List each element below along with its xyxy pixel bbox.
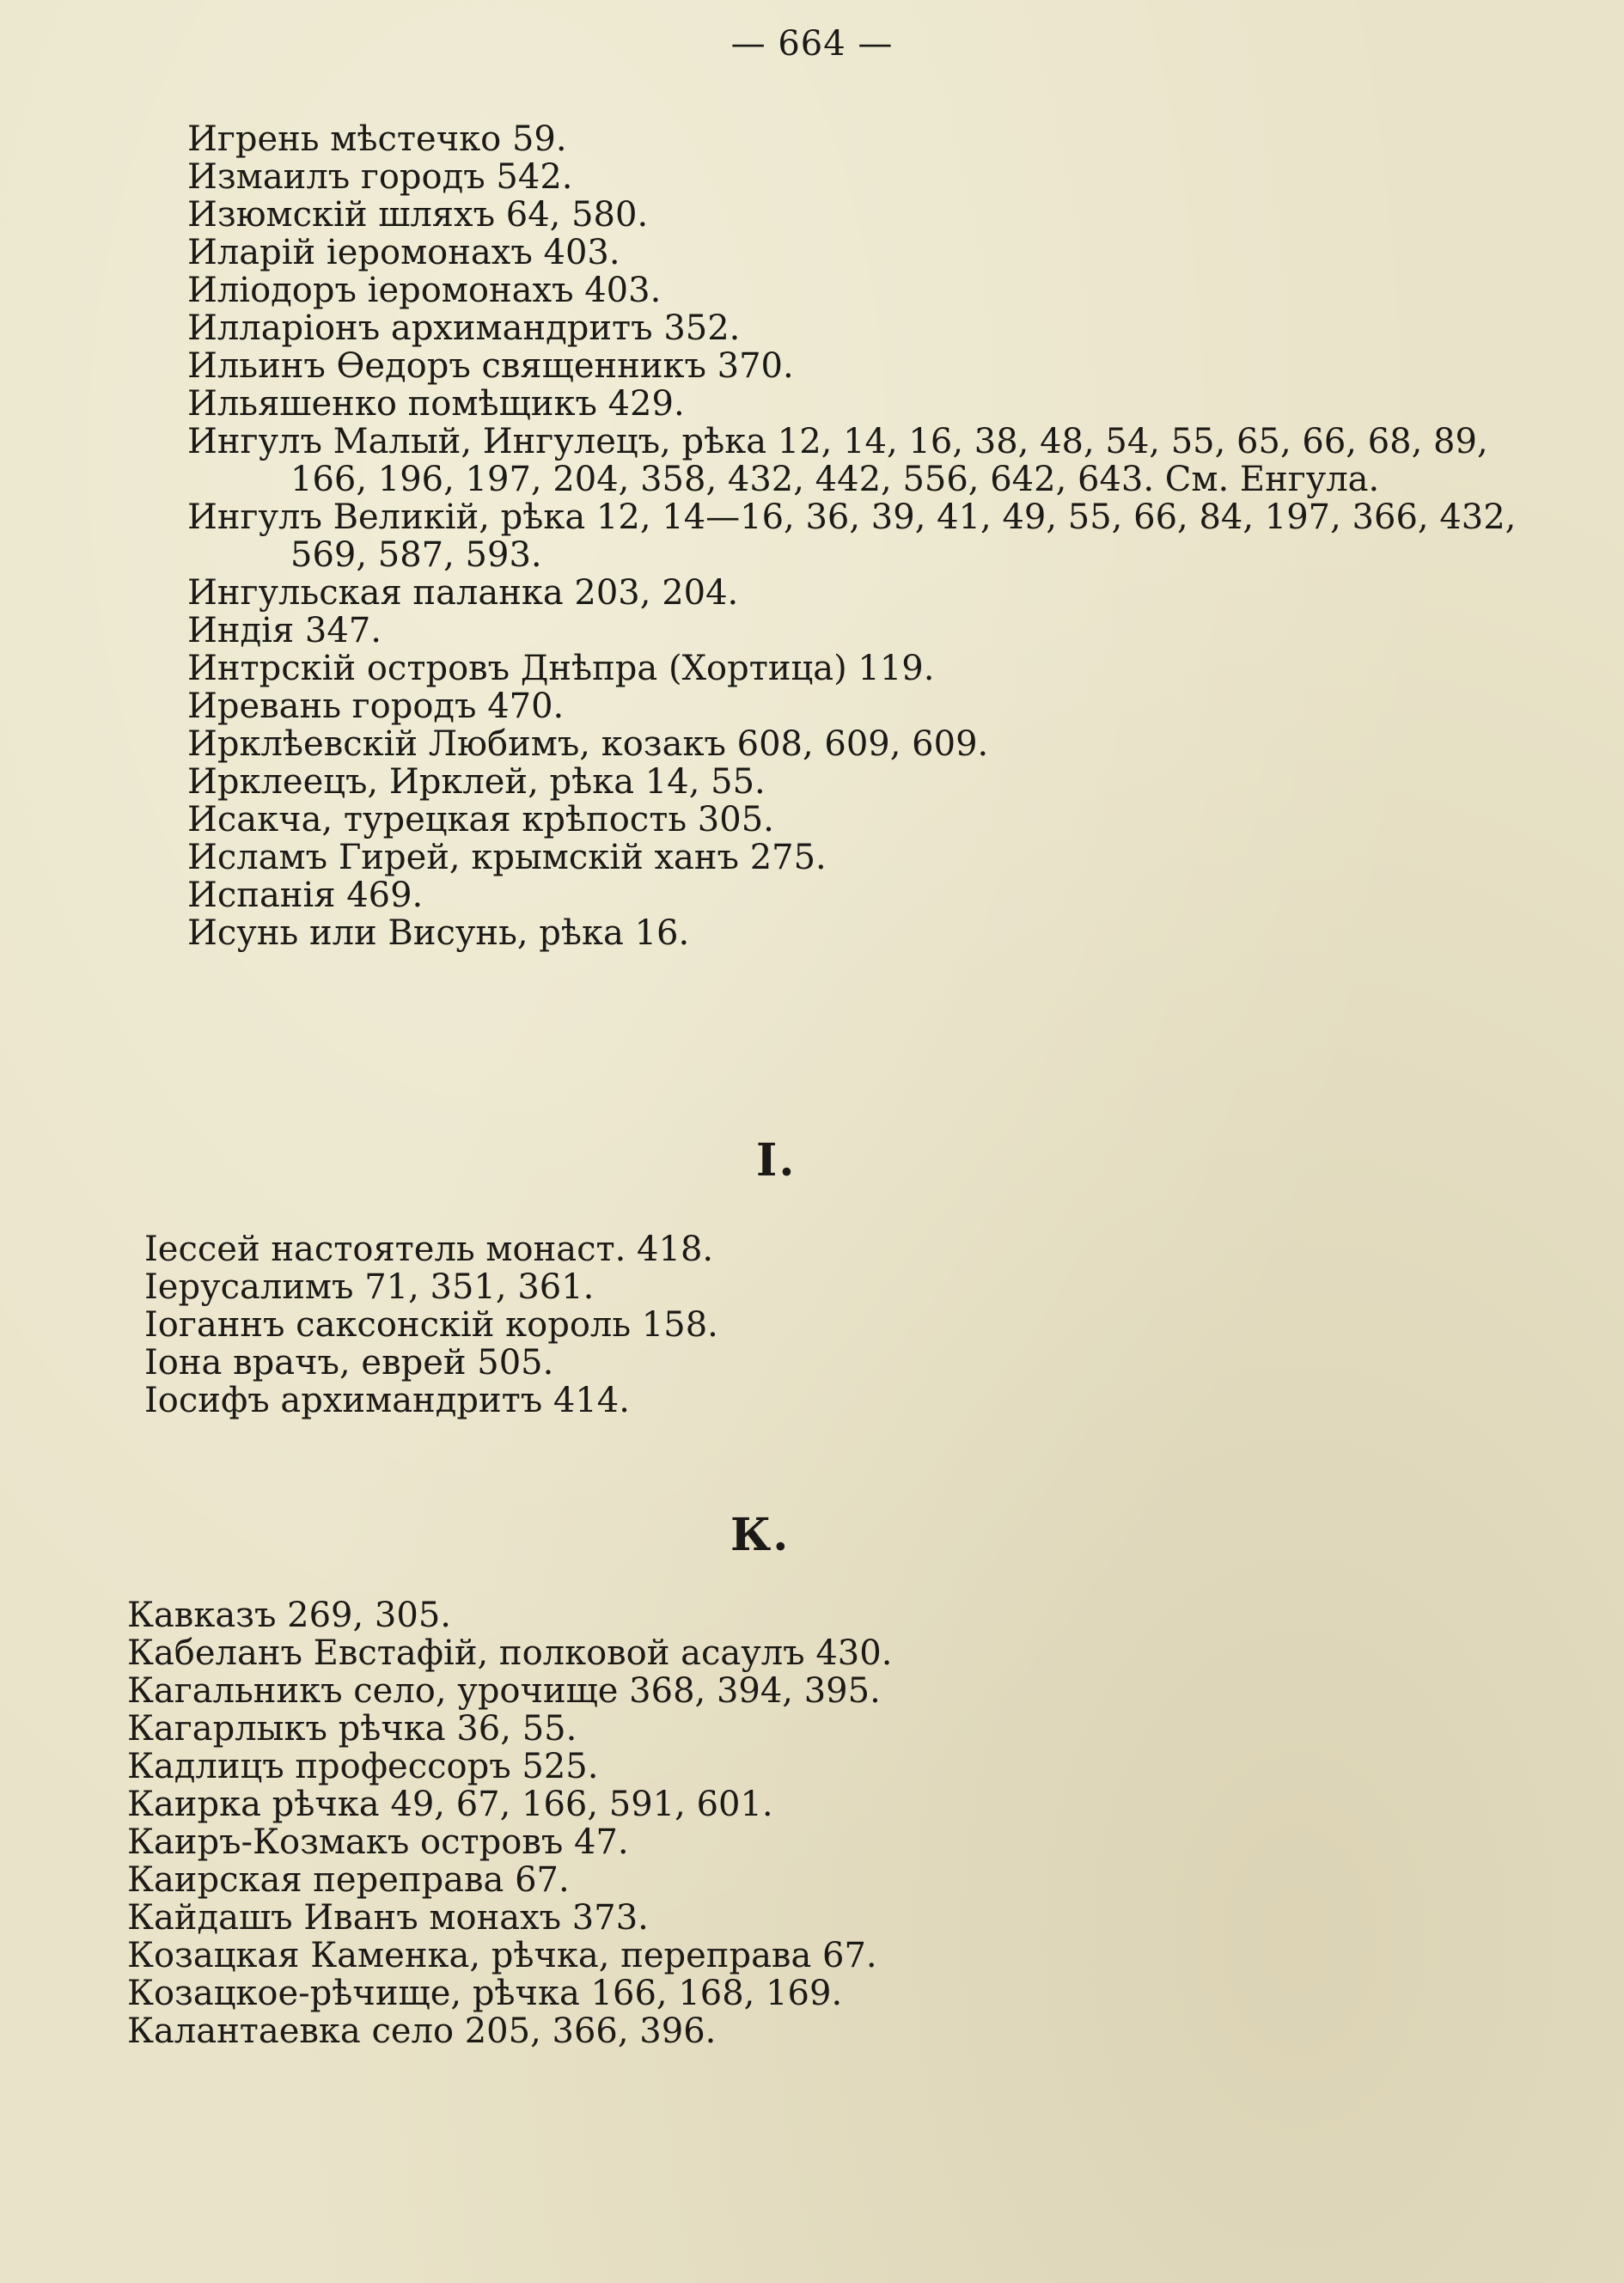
index-entry: Кавказъ 269, 305. <box>127 1596 451 1635</box>
index-entry: Іосифъ архимандритъ 414. <box>144 1381 630 1420</box>
index-entry: Кайдашъ Иванъ монахъ 373. <box>127 1898 649 1938</box>
index-entry: Исакча, турецкая крѣпость 305. <box>187 800 774 839</box>
index-section-k <box>127 1596 1459 2050</box>
index-entry: Ингульская паланка 203, 204. <box>187 573 739 613</box>
index-entry: Каиръ-Козмакъ островъ 47. <box>127 1822 629 1862</box>
index-entry: Іона врачъ, еврей 505. <box>144 1343 554 1383</box>
index-entry: Кабеланъ Евстафій, полковой асаулъ 430. <box>127 1633 893 1673</box>
index-entry: Кадлицъ профессоръ 525. <box>127 1747 599 1786</box>
index-entry: Илларіонъ архимандритъ 352. <box>187 308 741 348</box>
index-entry: Іоганнъ саксонскій король 158. <box>144 1305 718 1345</box>
index-entry: Исунь или Висунь, рѣка 16. <box>187 913 690 953</box>
index-entry: Іерусалимъ 71, 351, 361. <box>144 1267 595 1307</box>
index-entry: Ильинъ Ѳедоръ священникъ 370. <box>187 346 794 386</box>
index-entry: Измаилъ городъ 542. <box>187 157 573 197</box>
index-section-i <box>187 120 1528 952</box>
index-entry: Иревань городъ 470. <box>187 687 565 726</box>
index-entry: Каирка рѣчка 49, 67, 166, 591, 601. <box>127 1785 773 1824</box>
index-entry: Иларій іеромонахъ 403. <box>187 233 620 272</box>
index-entry: Ирклеецъ, Ирклей, рѣка 14, 55. <box>187 762 766 802</box>
index-entry: Козацкое-рѣчище, рѣчка 166, 168, 169. <box>127 1974 843 2013</box>
index-entry: Испанія 469. <box>187 876 424 915</box>
section-heading-k: К. <box>730 1509 791 1561</box>
index-entry: Интрскій островъ Днѣпра (Хортица) 119. <box>187 649 935 688</box>
index-entry: Изюмскій шляхъ 64, 580. <box>187 195 649 235</box>
index-entry: Каирская переправа 67. <box>127 1860 570 1900</box>
index-entry: Игрень мѣстечко 59. <box>187 119 567 159</box>
index-entry: Иліодоръ іеромонахъ 403. <box>187 271 662 310</box>
index-entry: Исламъ Гирей, крымскій ханъ 275. <box>187 838 827 877</box>
index-entry: Кагарлыкъ рѣчка 36, 55. <box>127 1709 577 1749</box>
index-entry: Кагальникъ село, урочище 368, 394, 395. <box>127 1671 881 1711</box>
index-entry: Калантаевка село 205, 366, 396. <box>127 2011 717 2051</box>
index-entry: Ильяшенко помѣщикъ 429. <box>187 384 685 424</box>
index-entry: Ирклѣевскій Любимъ, козакъ 608, 609, 609. <box>187 724 989 764</box>
index-entry: Индія 347. <box>187 611 382 650</box>
index-entry: Ингулъ Великій, рѣка 12, 14—16, 36, 39, 41, 49, 55, 66, 84, 197, 366, 432, 569, 587, 593. <box>187 497 1528 575</box>
section-heading-i: І. <box>756 1134 797 1187</box>
index-entry: Ингулъ Малый, Ингулецъ, рѣка 12, 14, 16, 38, 48, 54, 55, 65, 66, 68, 89, 166, 196, 197, 204, 358, 432, 442, 556, 642, 643. См. Енгула. <box>187 422 1499 499</box>
index-entry: Іессей настоятель монаст. 418. <box>144 1230 714 1269</box>
page-number: — 664 — <box>730 24 894 64</box>
index-section-i-decimal <box>144 1230 1433 1419</box>
index-entry: Козацкая Каменка, рѣчка, переправа 67. <box>127 1936 877 1975</box>
